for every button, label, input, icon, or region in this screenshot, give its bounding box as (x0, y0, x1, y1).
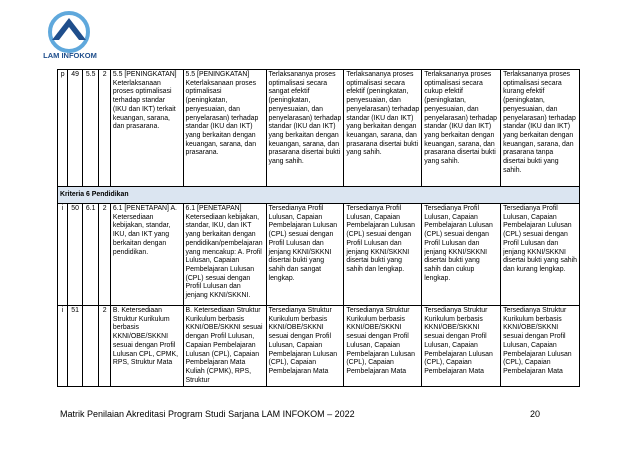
cell-score-1: Terlaksananya proses optimalisasi secara kurang efektif (peningkatan, penyesuaian, dan penyelarasan) terhadap standar (IKU dan IKT) yang berkaitan dengan keuangan, sarana, dan prasarana tanpa disertai bukti yang sahih. (501, 70, 580, 187)
logo-text: LAM INFOKOM (43, 51, 97, 60)
cell-score-3: Tersedianya Struktur Kurikulum berbasis KKNI/OBE/SKKNI sesuai dengan Profil Lulusan, Capaian Pembelajaran Lulusan (CPL), Capaian Pembelajaran Mata (344, 306, 422, 387)
section-label: Kriteria 6 Pendidikan (58, 187, 580, 204)
cell-score-4: Tersedianya Struktur Kurikulum berbasis KKNI/OBE/SKKNI sesuai dengan Profil Lulusan, Capaian Pembelajaran Lulusan (CPL), Capaian Pembelajaran Mata (266, 306, 344, 387)
cell-weight: 2 (99, 204, 110, 306)
assessment-matrix-table (57, 69, 580, 387)
cell-score-1: Tersedianya Profil Lulusan, Capaian Pembelajaran Lulusan (CPL) sesuai dengan Profil Lulusan dan jenjang KKNI/SKKNI disertai bukti yang sahih dan kurang lengkap. (501, 204, 580, 306)
cell-element: 6.1 [PENETAPAN] A. Ketersediaan kebijakan, standar, IKU, dan IKT yang berkaitan dengan pendidikan. (110, 204, 183, 306)
cell-element: 5.5 [PENINGKATAN] Keterlaksanaan proses optimalisasi terhadap standar (IKU dan IKT) terkait keuangan, sarana, dan prasarana. (110, 70, 183, 187)
cell-code: 5.5 (82, 70, 99, 187)
cell-indicator: 6.1 [PENETAPAN] Ketersediaan kebijakan, standar, IKU, dan IKT yang berkaitan dengan pendidikan/pembelajaran yang mencakup: A. Profil Lulusan, Capaian Pembelajaran Lulusan (CPL) sesuai dengan Profil Lulusan dan jenjang KKNI/SKKNI. (183, 204, 266, 306)
cell-code: 6.1 (82, 204, 99, 306)
table-row (58, 70, 580, 187)
cell-indicator: 5.5 [PENINGKATAN] Keterlaksanaan proses optimalisasi (peningkatan, penyesuaian, dan penyelarasan) terhadap standar (IKU dan IKT) yang berkaitan dengan keuangan, sarana, dan prasarana. (183, 70, 266, 187)
cell-indicator: B. Ketersediaan Struktur Kurikulum berbasis KKNI/OBE/SKKNI sesuai dengan Profil Lulusan, Capaian Pembelajaran Lulusan (CPL), Capaian Pembelajaran Mata Kuliah (CPMK), RPS, Struktur (183, 306, 266, 387)
cell-score-3: Terlaksananya proses optimalisasi secara efektif (peningkatan, penyesuaian, dan penyelarasan) terhadap standar (IKU dan IKT) yang berkaitan dengan keuangan, sarana, dan prasarana disertai bukti yang sahih. (344, 70, 422, 187)
cell-score-3: Tersedianya Profil Lulusan, Capaian Pembelajaran Lulusan (CPL) sesuai dengan Profil Lulusan dan jenjang KKNI/SKKNI disertai bukti yang sahih dan lengkap. (344, 204, 422, 306)
cell-score-2: Tersedianya Struktur Kurikulum berbasis KKNI/OBE/SKKNI sesuai dengan Profil Lulusan, Capaian Pembelajaran Lulusan (CPL), Capaian Pembelajaran Mata (422, 306, 501, 387)
cell-type: i (58, 306, 68, 387)
cell-number: 50 (68, 204, 83, 306)
section-header-row (58, 187, 580, 204)
page-number: 20 (530, 409, 541, 419)
table-row (58, 306, 580, 387)
cell-type: i (58, 204, 68, 306)
cell-element: B. Ketersediaan Struktur Kurikulum berbasis KKNI/OBE/SKKNI sesuai dengan Profil Lulusan CPL, CPMK, RPS, Struktur Mata (110, 306, 183, 387)
cell-score-4: Tersedianya Profil Lulusan, Capaian Pembelajaran Lulusan (CPL) sesuai dengan Profil Lulusan dan jenjang KKNI/SKKNI disertai bukti yang sahih dan sangat lengkap. (266, 204, 344, 306)
cell-score-2: Tersedianya Profil Lulusan, Capaian Pembelajaran Lulusan (CPL) sesuai dengan Profil Lulusan dan jenjang KKNI/SKKNI disertai bukti yang sahih dan cukup lengkap. (422, 204, 501, 306)
cell-score-4: Terlaksananya proses optimalisasi secara sangat efektif (peningkatan, penyesuaian, dan penyelarasan) terhadap standar (IKU dan IKT) yang berkaitan dengan keuangan, sarana, dan prasarana disertai bukti yang sahih. (266, 70, 344, 187)
cell-score-1: Tersedianya Struktur Kurikulum berbasis KKNI/OBE/SKKNI sesuai dengan Profil Lulusan, Capaian Pembelajaran Lulusan (CPL), Capaian Pembelajaran Mata (501, 306, 580, 387)
table-row (58, 204, 580, 306)
cell-weight: 2 (99, 306, 110, 387)
cell-weight: 2 (99, 70, 110, 187)
logo-emblem-icon (38, 10, 100, 56)
cell-number: 49 (68, 70, 83, 187)
cell-number: 51 (68, 306, 83, 387)
cell-code (82, 306, 99, 387)
footer-title: Matrik Penilaian Akreditasi Program Studi Sarjana LAM INFOKOM – 2022 (60, 409, 355, 419)
cell-score-2: Terlaksananya proses optimalisasi secara cukup efektif (peningkatan, penyesuaian, dan penyelarasan) terhadap standar (IKU dan IKT) yang berkaitan dengan keuangan, sarana, dan prasarana disertai bukti yang sahih. (422, 70, 501, 187)
cell-type: p (58, 70, 68, 187)
